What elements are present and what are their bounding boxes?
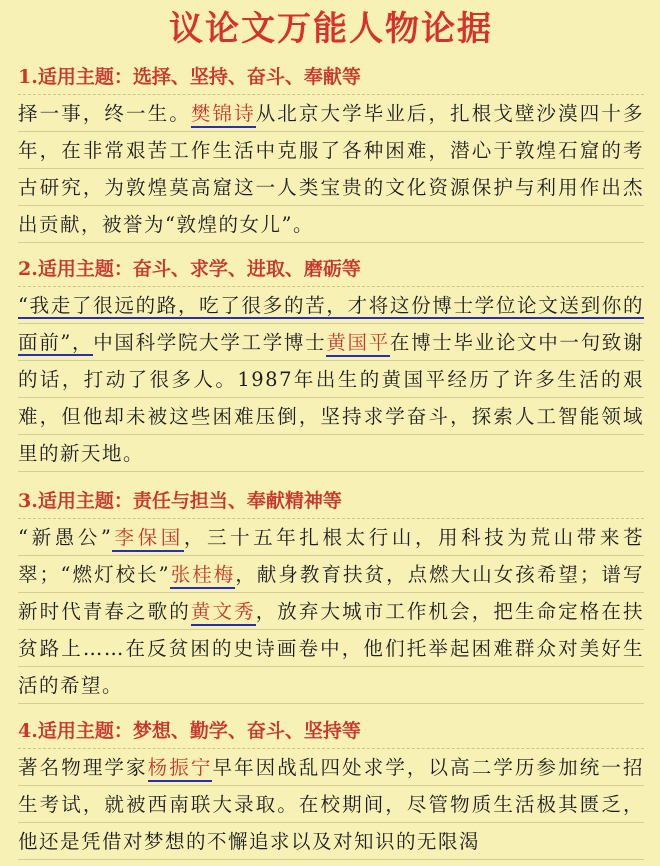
quote-text: “我走了很远的路，吃了很多的苦，才将这份博士学位论文送到你的面前”， bbox=[18, 294, 644, 354]
section-theme: 3.适用主题：责任与担当、奉献精神等 bbox=[18, 484, 644, 519]
section-3 bbox=[18, 484, 644, 704]
section-theme: 1.适用主题：选择、坚持、奋斗、奉献等 bbox=[18, 60, 644, 95]
paragraph-text: ，三十五年扎根太行山，用科技为荒山带来苍翠；“燃灯校长” bbox=[18, 526, 644, 586]
person-name: 樊锦诗 bbox=[191, 102, 256, 128]
section-theme: 2.适用主题：奋斗、求学、进取、磨砺等 bbox=[18, 252, 644, 287]
section-theme: 4.适用主题：梦想、勤学、奋斗、坚持等 bbox=[18, 714, 644, 749]
person-name: 黄文秀 bbox=[191, 600, 256, 626]
person-name: 李保国 bbox=[112, 526, 183, 552]
section-paragraph bbox=[18, 95, 644, 243]
person-name: 杨振宁 bbox=[148, 756, 213, 782]
section-1 bbox=[18, 60, 644, 243]
paragraph-text: “新愚公” bbox=[18, 526, 113, 549]
page-title: 议论文万能人物论据 bbox=[169, 9, 493, 49]
paragraph-text: ，献身教育扶贫，点燃大山女孩希望；谱写新时代青春之歌的 bbox=[18, 563, 644, 623]
section-4 bbox=[18, 714, 644, 860]
person-name: 张桂梅 bbox=[170, 563, 235, 589]
section-2 bbox=[18, 252, 644, 472]
paragraph-text: 著名物理学家 bbox=[18, 756, 148, 779]
section-paragraph bbox=[18, 749, 644, 860]
person-name: 黄国平 bbox=[326, 331, 390, 357]
section-paragraph bbox=[18, 519, 644, 704]
paragraph-text: 在博士毕业论文中一句致谢的话，打动了很多人。1987年出生的黄国平经历了许多生活的艰难，但他却未被这些困难压倒，坚持求学奋斗，探索人工智能领域里的新天地。 bbox=[18, 331, 644, 465]
paragraph-text: 早年因战乱四处求学，以高二学历参加统一招生考试，就被西南联大录取。在校期间，尽管物质生活极其匮乏，他还是凭借对梦想的不懈追求以及对知识的无限渴 bbox=[18, 756, 644, 853]
paragraph-text: 择一事，终一生。 bbox=[18, 102, 191, 125]
section-paragraph bbox=[18, 287, 644, 472]
paragraph-text: 中国科学院大学工学博士 bbox=[93, 331, 327, 354]
paragraph-text: ，放弃大城市工作机会，把生命定格在扶贫路上……在反贫困的史诗画卷中，他们托举起困难群众对美好生活的希望。 bbox=[18, 600, 644, 697]
paragraph-text: 从北京大学毕业后，扎根戈壁沙漠四十多年，在非常艰苦工作生活中克服了各种困难，潜心于敦煌石窟的考古研究，为敦煌莫高窟这一人类宝贵的文化资源保护与利用作出杰出贡献，被誉为“敦煌的女儿”。 bbox=[18, 102, 644, 236]
